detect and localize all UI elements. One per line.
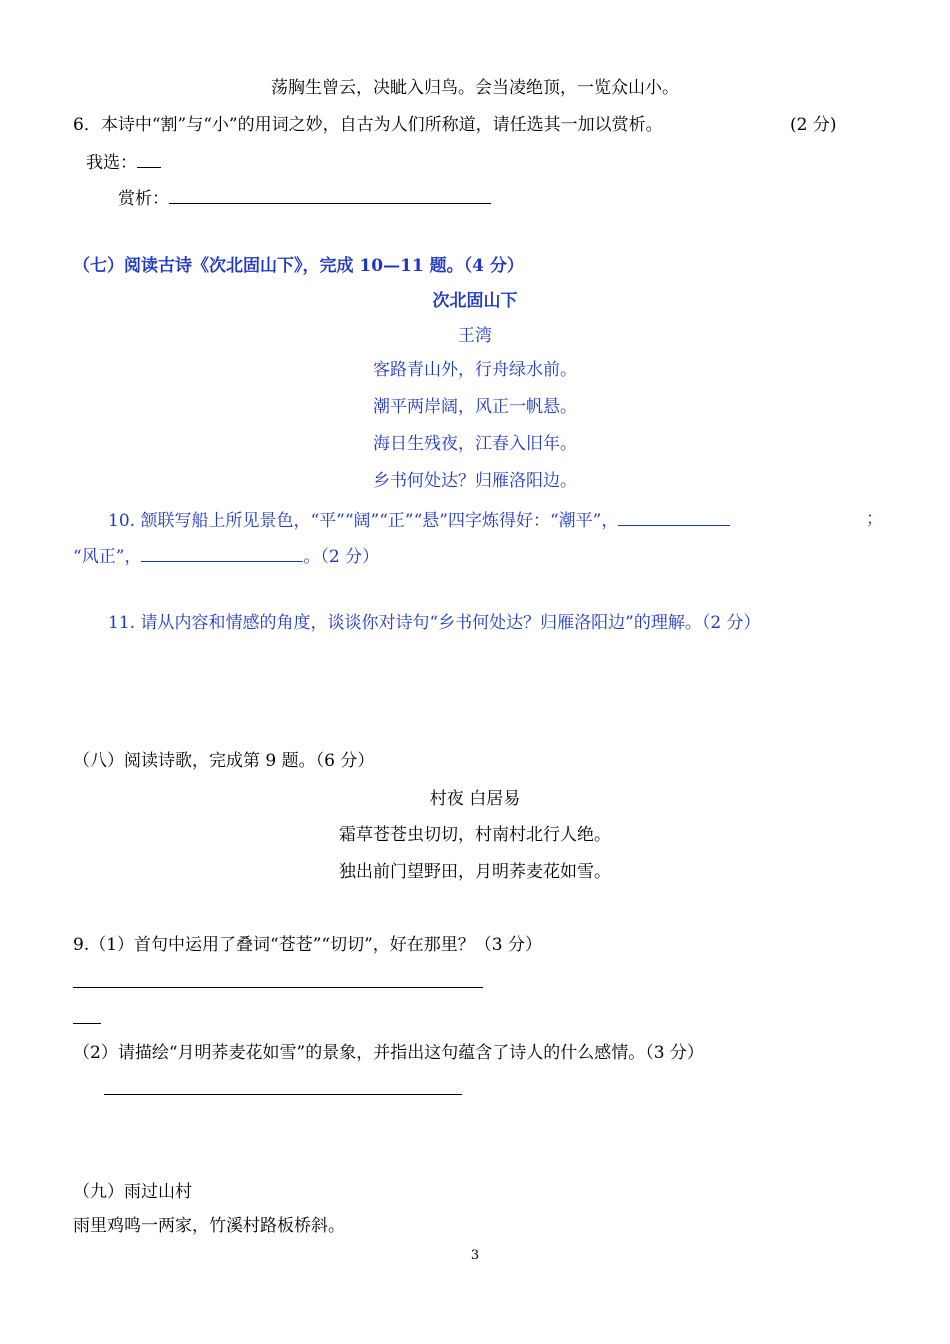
- answer-line[interactable]: [104, 1094, 462, 1095]
- q10-blank-2[interactable]: [141, 543, 303, 562]
- question-9-2: （2）请描绘“月明荞麦花如雪”的景象，并指出这句蕴含了诗人的什么感情。（3 分）: [73, 1043, 704, 1063]
- question-10-line2: [73, 543, 379, 569]
- question-6: [73, 113, 663, 137]
- poem-line: 乡书何处达？归雁洛阳边。: [373, 471, 577, 491]
- q10-blank-1[interactable]: [618, 507, 730, 526]
- choose-row: [86, 149, 161, 175]
- poem-author: 王湾: [458, 326, 492, 346]
- poem-line: 雨里鸡鸣一两家，竹溪村路板桥斜。: [73, 1216, 345, 1236]
- question-11: 11. 请从内容和情感的角度，谈谈你对诗句“乡书何处达？归雁洛阳边”的理解。（2 分）: [108, 613, 761, 633]
- page-number: 3: [470, 1248, 480, 1263]
- section-7-heading: （七）阅读古诗《次北固山下》，完成 10—11 题。（4 分）: [73, 256, 524, 276]
- question-9-1: 9.（1）首句中运用了叠词“苍苍”“切切”，好在那里？（3 分）: [73, 935, 543, 955]
- q10-semicolon: ；: [866, 509, 883, 529]
- question-6-text: 6．本诗中“割”与“小”的用词之妙，自古为人们所称道，请任选其一加以赏析。: [73, 115, 663, 135]
- poem-line: 独出前门望野田，月明荞麦花如雪。: [339, 862, 611, 882]
- question-10: [108, 507, 730, 533]
- analysis-blank[interactable]: [169, 185, 491, 204]
- poem-title-author: 村夜 白居易: [429, 789, 521, 809]
- choose-blank[interactable]: [137, 149, 161, 168]
- q10-suffix: 。（2 分）: [303, 547, 380, 567]
- analysis-label: 赏析：: [118, 189, 169, 209]
- poem-title: 次北固山下: [432, 291, 518, 311]
- question-6-score: (2 分): [790, 115, 837, 135]
- poem-line: 潮平两岸阔，风正一帆悬。: [373, 397, 577, 417]
- section-8-heading: （八）阅读诗歌，完成第 9 题。（6 分）: [73, 751, 375, 771]
- question-10-text: 10. 颔联写船上所见景色，“平”“阔”“正”“悬”四字炼得好：“潮平”，: [108, 511, 619, 531]
- poem-line: 霜草苍苍虫切切，村南村北行人绝。: [339, 825, 611, 845]
- choose-label: 我选：: [86, 153, 137, 173]
- analysis-row: [118, 185, 491, 211]
- answer-line[interactable]: [73, 1023, 101, 1024]
- poem-line: 荡胸生曾云，决眦入归鸟。会当凌绝顶，一览众山小。: [271, 78, 679, 98]
- poem-line: 海日生残夜，江春入旧年。: [373, 434, 577, 454]
- q10-prefix: “风正”，: [73, 547, 142, 567]
- section-9-heading: （九）雨过山村: [73, 1182, 192, 1202]
- poem-line: 客路青山外，行舟绿水前。: [373, 360, 577, 380]
- answer-line[interactable]: [73, 987, 483, 988]
